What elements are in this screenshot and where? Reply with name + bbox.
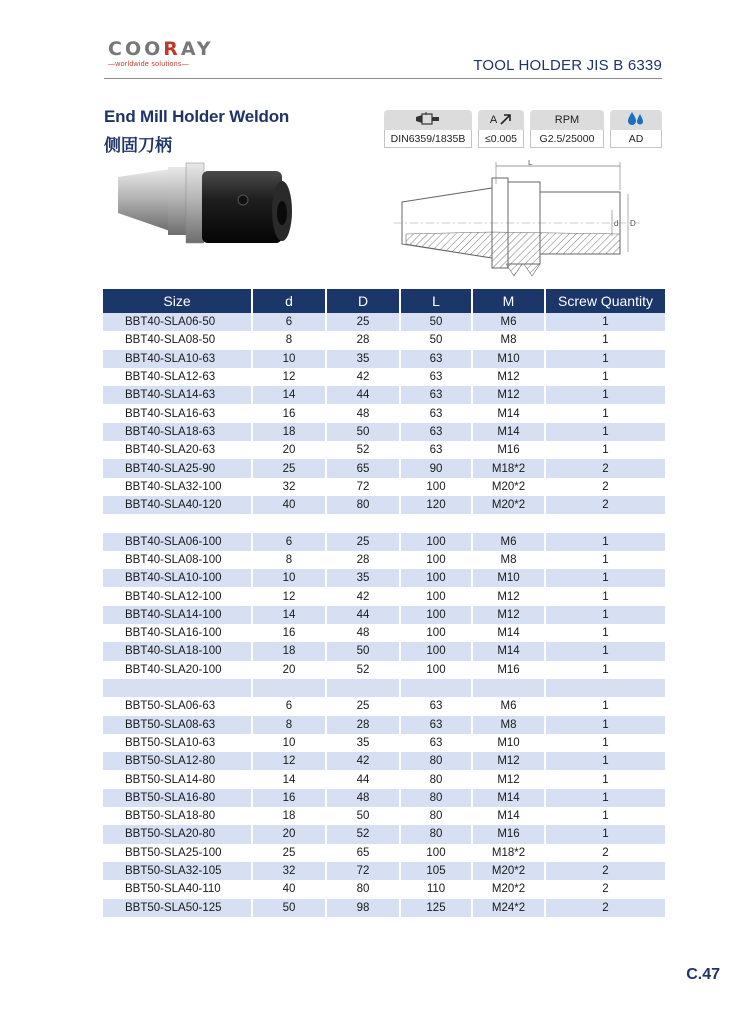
table-row: [103, 386, 665, 404]
cell-d: [252, 514, 326, 532]
cell-screw-quantity: 1: [545, 661, 665, 679]
cell-M: M20*2: [472, 880, 545, 898]
cell-d: 8: [252, 331, 326, 349]
cell-D: 28: [326, 331, 400, 349]
cell-L: 100: [400, 606, 472, 624]
col-header-d: d: [252, 289, 326, 313]
table-body: [103, 313, 665, 917]
cell-L: [400, 514, 472, 532]
cell-screw-quantity: 1: [545, 606, 665, 624]
cell-L: 100: [400, 587, 472, 605]
table-row: [103, 752, 665, 770]
cell-D: 48: [326, 624, 400, 642]
cell-size: BBT40-SLA20-100: [125, 663, 222, 676]
cell-d: [252, 679, 326, 697]
table-row: [103, 606, 665, 624]
cell-M: M10: [472, 350, 545, 368]
coolant-drops-icon: [626, 111, 646, 129]
cell-d: 6: [252, 533, 326, 551]
cell-M: M12: [472, 587, 545, 605]
cell-D: 80: [326, 880, 400, 898]
cell-size: BBT50-SLA32-105: [103, 862, 252, 880]
cell-D: 35: [326, 734, 400, 752]
cell-D: 52: [326, 661, 400, 679]
cell-M: M16: [472, 441, 545, 459]
cell-size: BBT40-SLA06-50: [103, 313, 252, 331]
cell-D: 42: [326, 587, 400, 605]
cell-M: M6: [472, 313, 545, 331]
cell-M: M14: [472, 624, 545, 642]
cell-screw-quantity: 1: [545, 807, 665, 825]
cell-size: BBT40-SLA40-120: [103, 496, 252, 514]
cell-D: 48: [326, 404, 400, 422]
cell-screw-quantity: 1: [545, 331, 665, 349]
spec-rpm-value: G2.5/25000: [530, 130, 604, 148]
col-header-M: M: [472, 289, 545, 313]
cell-d: 8: [252, 716, 326, 734]
cell-size: BBT50-SLA18-80: [125, 810, 216, 823]
cell-D: 28: [326, 716, 400, 734]
table-row: [103, 533, 665, 551]
cell-D: 44: [326, 770, 400, 788]
cell-D: 98: [326, 899, 400, 917]
cell-d: 14: [252, 386, 326, 404]
page-number: C.47: [686, 966, 720, 983]
cell-size: BBT50-SLA20-80: [103, 825, 252, 843]
cell-d: 32: [252, 478, 326, 496]
collet-icon: [414, 112, 442, 129]
cell-d: 20: [252, 825, 326, 843]
cell-M: M14: [472, 642, 545, 660]
cell-M: M14: [472, 789, 545, 807]
spec-accuracy: A ≤0.005: [478, 110, 524, 149]
cell-L: 63: [400, 697, 472, 715]
table-row: [103, 350, 665, 368]
dim-label-D: D: [630, 219, 636, 228]
cell-d: 40: [252, 880, 326, 898]
cell-size: BBT40-SLA10-100: [103, 569, 252, 587]
table-row: [103, 423, 665, 441]
cell-M: M24*2: [472, 899, 545, 917]
cell-D: 28: [326, 551, 400, 569]
cell-M: M20*2: [472, 478, 545, 496]
cell-size: BBT40-SLA32-100: [125, 480, 222, 493]
spec-table: [103, 289, 665, 917]
cell-size: BBT40-SLA14-63: [103, 386, 252, 404]
dim-label-d: d: [614, 219, 619, 228]
cell-screw-quantity: 1: [545, 569, 665, 587]
cell-M: M18*2: [472, 844, 545, 862]
cell-screw-quantity: 1: [545, 789, 665, 807]
table-row: [103, 569, 665, 587]
cell-L: 50: [400, 313, 472, 331]
cell-D: 52: [326, 441, 400, 459]
cell-L: 120: [400, 496, 472, 514]
cell-M: M6: [472, 697, 545, 715]
cell-L: 125: [400, 899, 472, 917]
table-row: [103, 880, 665, 898]
cell-size: BBT50-SLA06-63: [125, 700, 216, 713]
cell-d: 25: [252, 844, 326, 862]
cell-size: BBT50-SLA16-80: [103, 789, 252, 807]
cell-size: BBT50-SLA14-80: [125, 773, 216, 786]
cell-screw-quantity: 1: [545, 770, 665, 788]
cell-M: [472, 514, 545, 532]
cell-size: BBT40-SLA25-90: [103, 459, 252, 477]
cell-screw-quantity: 1: [545, 642, 665, 660]
cell-D: 72: [326, 862, 400, 880]
header-divider: [104, 78, 662, 79]
col-header-screw-quantity: Screw Quantity: [545, 289, 665, 313]
cell-M: M20*2: [472, 862, 545, 880]
cell-d: 20: [252, 441, 326, 459]
cell-M: M8: [472, 716, 545, 734]
cell-D: 65: [326, 844, 400, 862]
cell-M: M14: [472, 807, 545, 825]
cell-size: BBT40-SLA08-50: [125, 334, 216, 347]
cell-M: M12: [472, 606, 545, 624]
cell-screw-quantity: 1: [545, 752, 665, 770]
cell-M: M16: [472, 661, 545, 679]
cell-D: 42: [326, 368, 400, 386]
cell-M: M8: [472, 551, 545, 569]
cell-L: 110: [400, 880, 472, 898]
table-row: [103, 404, 665, 422]
arrow-up-right-icon: [500, 113, 512, 128]
cell-L: 100: [400, 844, 472, 862]
table-row: [103, 331, 665, 349]
cell-screw-quantity: [545, 679, 665, 697]
col-header-D: D: [326, 289, 400, 313]
spec-coolant-value: AD: [610, 130, 662, 148]
table-row: [103, 642, 665, 660]
cell-M: M6: [472, 533, 545, 551]
cell-D: 42: [326, 752, 400, 770]
table-row: [103, 441, 665, 459]
cell-d: 10: [252, 350, 326, 368]
cell-L: 80: [400, 752, 472, 770]
cell-screw-quantity: 1: [545, 697, 665, 715]
company-logo: [108, 38, 226, 68]
cell-screw-quantity: 1: [545, 624, 665, 642]
table-row: [103, 716, 665, 734]
product-photo: [110, 155, 300, 265]
spec-accuracy-value: ≤0.005: [478, 130, 524, 148]
cell-d: 14: [252, 606, 326, 624]
table-header-row: [103, 289, 665, 313]
cell-M: M12: [472, 752, 545, 770]
table-row: [103, 697, 665, 715]
cell-M: M12: [472, 770, 545, 788]
cell-D: 25: [326, 313, 400, 331]
cell-L: 80: [400, 770, 472, 788]
cell-L: 105: [400, 862, 472, 880]
table-row: [103, 368, 665, 386]
cell-size: BBT40-SLA18-63: [103, 423, 252, 441]
cell-d: 16: [252, 624, 326, 642]
cell-d: 18: [252, 642, 326, 660]
logo-wordmark: COORAY: [108, 38, 214, 60]
cell-D: 25: [326, 697, 400, 715]
cell-D: 65: [326, 459, 400, 477]
table-row: [103, 624, 665, 642]
logo-tagline: —worldwide solutions—: [108, 61, 189, 68]
cell-D: 25: [326, 533, 400, 551]
cell-screw-quantity: 1: [545, 404, 665, 422]
table-row: [103, 770, 665, 788]
cell-screw-quantity: 1: [545, 313, 665, 331]
cell-D: 50: [326, 423, 400, 441]
cell-L: 100: [400, 661, 472, 679]
cell-screw-quantity: 2: [545, 880, 665, 898]
cell-M: M10: [472, 569, 545, 587]
cell-d: 10: [252, 734, 326, 752]
cell-D: 50: [326, 642, 400, 660]
cell-M: M16: [472, 825, 545, 843]
cell-D: [326, 514, 400, 532]
cell-L: 63: [400, 368, 472, 386]
cell-d: 14: [252, 770, 326, 788]
table-row: [103, 551, 665, 569]
table-row: [103, 587, 665, 605]
cell-M: [472, 679, 545, 697]
cell-D: 50: [326, 807, 400, 825]
cell-L: 100: [400, 642, 472, 660]
cell-d: 32: [252, 862, 326, 880]
cell-screw-quantity: 1: [545, 441, 665, 459]
cell-D: 44: [326, 606, 400, 624]
cell-L: 100: [400, 624, 472, 642]
document-title: TOOL HOLDER JIS B 6339: [473, 57, 662, 74]
dim-label-L: L: [528, 160, 533, 167]
cell-size: BBT40-SLA06-100: [103, 533, 252, 551]
cell-screw-quantity: 1: [545, 734, 665, 752]
cell-D: [326, 679, 400, 697]
cell-d: 18: [252, 807, 326, 825]
table-row: [103, 825, 665, 843]
cell-L: 63: [400, 716, 472, 734]
cell-d: 12: [252, 587, 326, 605]
cell-d: 25: [252, 459, 326, 477]
product-subtitle: 侧固刀柄: [104, 136, 172, 155]
cell-L: 63: [400, 386, 472, 404]
cell-size: BBT40-SLA20-63: [125, 444, 216, 457]
cell-screw-quantity: 2: [545, 899, 665, 917]
cell-d: 40: [252, 496, 326, 514]
cell-d: 12: [252, 368, 326, 386]
cell-screw-quantity: 1: [545, 386, 665, 404]
cell-D: 52: [326, 825, 400, 843]
cell-L: 63: [400, 734, 472, 752]
table-row: [103, 679, 665, 697]
cell-screw-quantity: 1: [545, 716, 665, 734]
cell-size: BBT40-SLA12-63: [125, 371, 216, 384]
spec-coolant: [610, 110, 662, 149]
cell-L: 100: [400, 533, 472, 551]
cell-M: M8: [472, 331, 545, 349]
cell-d: 50: [252, 899, 326, 917]
cell-M: M12: [472, 386, 545, 404]
cell-L: 80: [400, 789, 472, 807]
table-row: [103, 514, 665, 532]
cell-M: M20*2: [472, 496, 545, 514]
product-title: End Mill Holder Weldon: [104, 107, 290, 126]
cell-d: 8: [252, 551, 326, 569]
cell-screw-quantity: [545, 514, 665, 532]
cell-d: 18: [252, 423, 326, 441]
table-row: [103, 478, 665, 496]
spec-rpm-label: RPM: [530, 110, 604, 130]
table-row: [103, 661, 665, 679]
cell-L: 63: [400, 423, 472, 441]
cell-size: BBT50-SLA40-110: [125, 883, 221, 896]
cell-screw-quantity: 2: [545, 844, 665, 862]
cell-M: M12: [472, 368, 545, 386]
cell-screw-quantity: 2: [545, 496, 665, 514]
cell-d: 16: [252, 404, 326, 422]
spec-standard-value: DIN6359/1835B: [384, 130, 472, 148]
cell-size: BBT50-SLA50-125: [103, 899, 252, 917]
cell-d: 6: [252, 313, 326, 331]
col-header-L: L: [400, 289, 472, 313]
technical-drawing: [388, 160, 648, 282]
cell-L: 100: [400, 478, 472, 496]
table-row: [103, 862, 665, 880]
cell-D: 48: [326, 789, 400, 807]
cell-screw-quantity: 1: [545, 825, 665, 843]
cell-size: BBT40-SLA18-100: [103, 642, 252, 660]
cell-screw-quantity: 2: [545, 478, 665, 496]
table-row: [103, 899, 665, 917]
cell-screw-quantity: 1: [545, 368, 665, 386]
cell-d: 6: [252, 697, 326, 715]
cell-d: 12: [252, 752, 326, 770]
cell-D: 72: [326, 478, 400, 496]
cell-size: BBT40-SLA12-100: [125, 590, 222, 603]
cell-d: 20: [252, 661, 326, 679]
cell-size: BBT50-SLA08-63: [103, 716, 252, 734]
cell-L: [400, 679, 472, 697]
cell-size: [103, 514, 252, 532]
cell-size: BBT40-SLA16-63: [125, 407, 216, 420]
cell-L: 63: [400, 404, 472, 422]
cell-size: BBT50-SLA10-63: [125, 736, 216, 749]
table-row: [103, 313, 665, 331]
cell-size: BBT50-SLA12-80: [103, 752, 252, 770]
cell-screw-quantity: 1: [545, 587, 665, 605]
cell-M: M14: [472, 423, 545, 441]
spec-standard: [384, 110, 472, 149]
cell-screw-quantity: 2: [545, 862, 665, 880]
cell-screw-quantity: 1: [545, 350, 665, 368]
table-row: [103, 459, 665, 477]
cell-L: 100: [400, 551, 472, 569]
table-row: [103, 734, 665, 752]
cell-screw-quantity: 2: [545, 459, 665, 477]
cell-L: 100: [400, 569, 472, 587]
col-header-size: Size: [103, 289, 252, 313]
cell-L: 50: [400, 331, 472, 349]
cell-screw-quantity: 1: [545, 533, 665, 551]
table-row: [103, 807, 665, 825]
cell-d: 16: [252, 789, 326, 807]
cell-L: 63: [400, 350, 472, 368]
cell-screw-quantity: 1: [545, 551, 665, 569]
cell-L: 90: [400, 459, 472, 477]
cell-d: 10: [252, 569, 326, 587]
cell-size: BBT40-SLA14-100: [103, 606, 252, 624]
spec-rpm: [530, 110, 604, 149]
cell-L: 80: [400, 807, 472, 825]
cell-M: M10: [472, 734, 545, 752]
cell-M: M18*2: [472, 459, 545, 477]
cell-size: BBT40-SLA08-100: [125, 554, 222, 566]
cell-M: M14: [472, 404, 545, 422]
cell-size: BBT40-SLA10-63: [103, 350, 252, 368]
cell-D: 35: [326, 569, 400, 587]
cell-D: 80: [326, 496, 400, 514]
cell-size: BBT50-SLA25-100: [125, 846, 222, 859]
cell-D: 44: [326, 386, 400, 404]
cell-L: 80: [400, 825, 472, 843]
table-row: [103, 844, 665, 862]
cell-D: 35: [326, 350, 400, 368]
table-row: [103, 496, 665, 514]
cell-size: [103, 679, 252, 697]
cell-L: 63: [400, 441, 472, 459]
cell-size: BBT40-SLA16-100: [125, 627, 222, 640]
table-row: [103, 789, 665, 807]
cell-screw-quantity: 1: [545, 423, 665, 441]
